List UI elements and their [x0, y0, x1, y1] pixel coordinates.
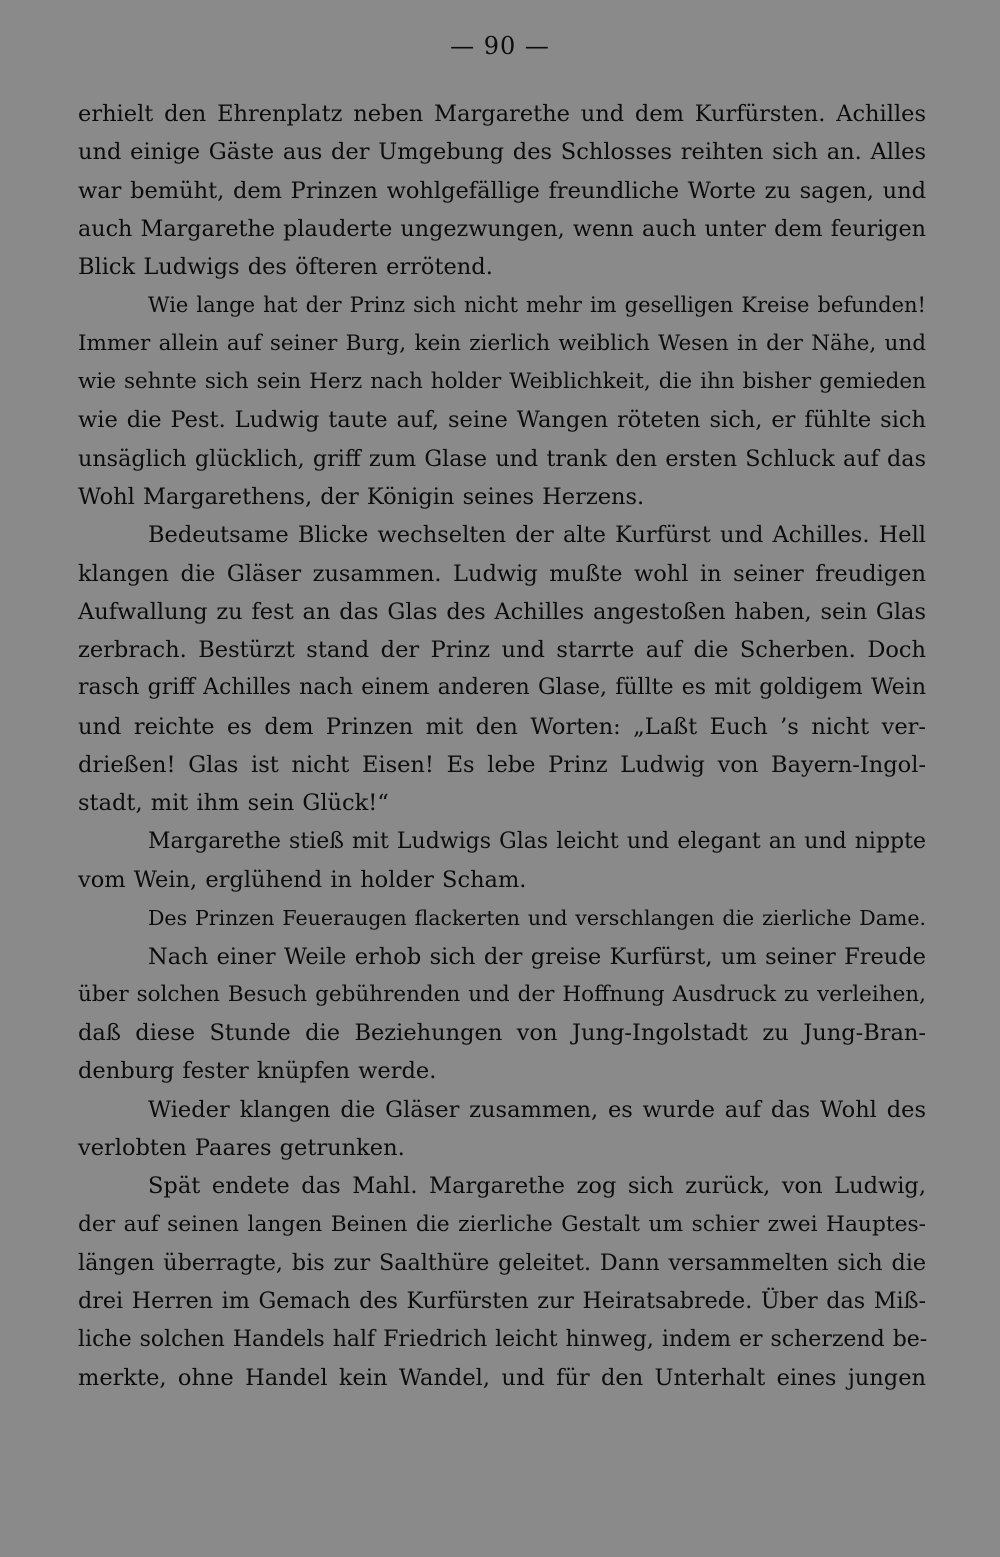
text-line: verlobten Paares getrunken.	[78, 1135, 405, 1162]
text-line: über solchen Besuch gebührenden und der Hoffnung Ausdruck zu verleihen,	[78, 981, 926, 1007]
text-line: und einige Gäste aus der Umgebung des Schlosses reihten sich an. Alles	[78, 139, 926, 166]
text-line: daß diese Stunde die Beziehungen von Jung-Ingolstadt zu Jung-Bran-	[78, 1020, 926, 1047]
text-line: war bemüht, dem Prinzen wohlgefällige freundliche Worte zu sagen, und	[78, 177, 926, 204]
text-line: längen überragte, bis zur Saalthüre geleitet. Dann versammelten sich die	[78, 1249, 926, 1276]
text-line: und reichte es dem Prinzen mit den Worten: „Laßt Euch ’s nicht ver-	[78, 713, 926, 740]
page-number: — 90 —	[450, 32, 550, 60]
text-line: Wie lange hat der Prinz sich nicht mehr im geselligen Kreise befunden!	[148, 293, 926, 318]
text-line: Wohl Margarethens, der Königin seines Herzens.	[78, 483, 645, 510]
text-line: denburg fester knüpfen werde.	[78, 1058, 437, 1085]
text-line: Nach einer Weile erhob sich der greise Kurfürst, um seiner Freude	[148, 943, 926, 970]
body-text	[78, 95, 926, 1397]
text-line: stadt, mit ihm sein Glück!“	[78, 790, 389, 817]
text-line: drießen! Glas ist nicht Eisen! Es lebe Prinz Ludwig von Bayern-Ingol-	[78, 752, 926, 779]
text-line: Margarethe stieß mit Ludwigs Glas leicht und elegant an und nippte	[148, 828, 926, 854]
text-line: wie die Pest. Ludwig taute auf, seine Wangen röteten sich, er fühlte sich	[78, 407, 926, 434]
text-line: drei Herren im Gemach des Kurfürsten zur Heiratsabrede. Über das Miß-	[78, 1288, 926, 1315]
text-line: liche solchen Handels half Friedrich leicht hinweg, indem er scherzend be-	[78, 1326, 928, 1352]
text-line: Bedeutsame Blicke wechselten der alte Kurfürst und Achilles. Hell	[148, 522, 926, 549]
text-line: Blick Ludwigs des öfteren errötend.	[78, 254, 493, 281]
text-line: Des Prinzen Feueraugen flackerten und verschlangen die zierliche Dame.	[148, 906, 926, 931]
text-line: erhielt den Ehrenplatz neben Margarethe und dem Kurfürsten. Achilles	[78, 101, 926, 127]
text-line: wie sehnte sich sein Herz nach holder Weiblichkeit, die ihn bisher gemieden	[78, 369, 926, 395]
text-line: unsäglich glücklich, griff zum Glase und trank den ersten Schluck auf das	[78, 445, 926, 472]
text-line: auch Margarethe plauderte ungezwungen, wenn auch unter dem feurigen	[78, 215, 926, 242]
text-line: vom Wein, erglühend in holder Scham.	[78, 866, 527, 893]
text-line: merkte, ohne Handel kein Wandel, und für den Unterhalt eines jungen	[78, 1364, 926, 1391]
text-line: Aufwallung zu fest an das Glas des Achilles angestoßen haben, sein Glas	[78, 598, 926, 625]
text-line: Spät endete das Mahl. Margarethe zog sich zurück, von Ludwig,	[148, 1173, 926, 1200]
text-line: Wieder klangen die Gläser zusammen, es wurde auf das Wohl des	[148, 1096, 926, 1123]
text-line: klangen die Gläser zusammen. Ludwig mußte wohl in seiner freudigen	[78, 560, 926, 587]
text-line: Immer allein auf seiner Burg, kein zierlich weiblich Wesen in der Nähe, und	[78, 330, 926, 356]
text-line: der auf seinen langen Beinen die zierliche Gestalt um schier zwei Hauptes-	[78, 1211, 926, 1237]
text-line: rasch griff Achilles nach einem anderen Glase, füllte es mit goldigem Wein	[78, 675, 926, 701]
text-line: zerbrach. Bestürzt stand der Prinz und starrte auf die Scherben. Doch	[78, 637, 926, 664]
